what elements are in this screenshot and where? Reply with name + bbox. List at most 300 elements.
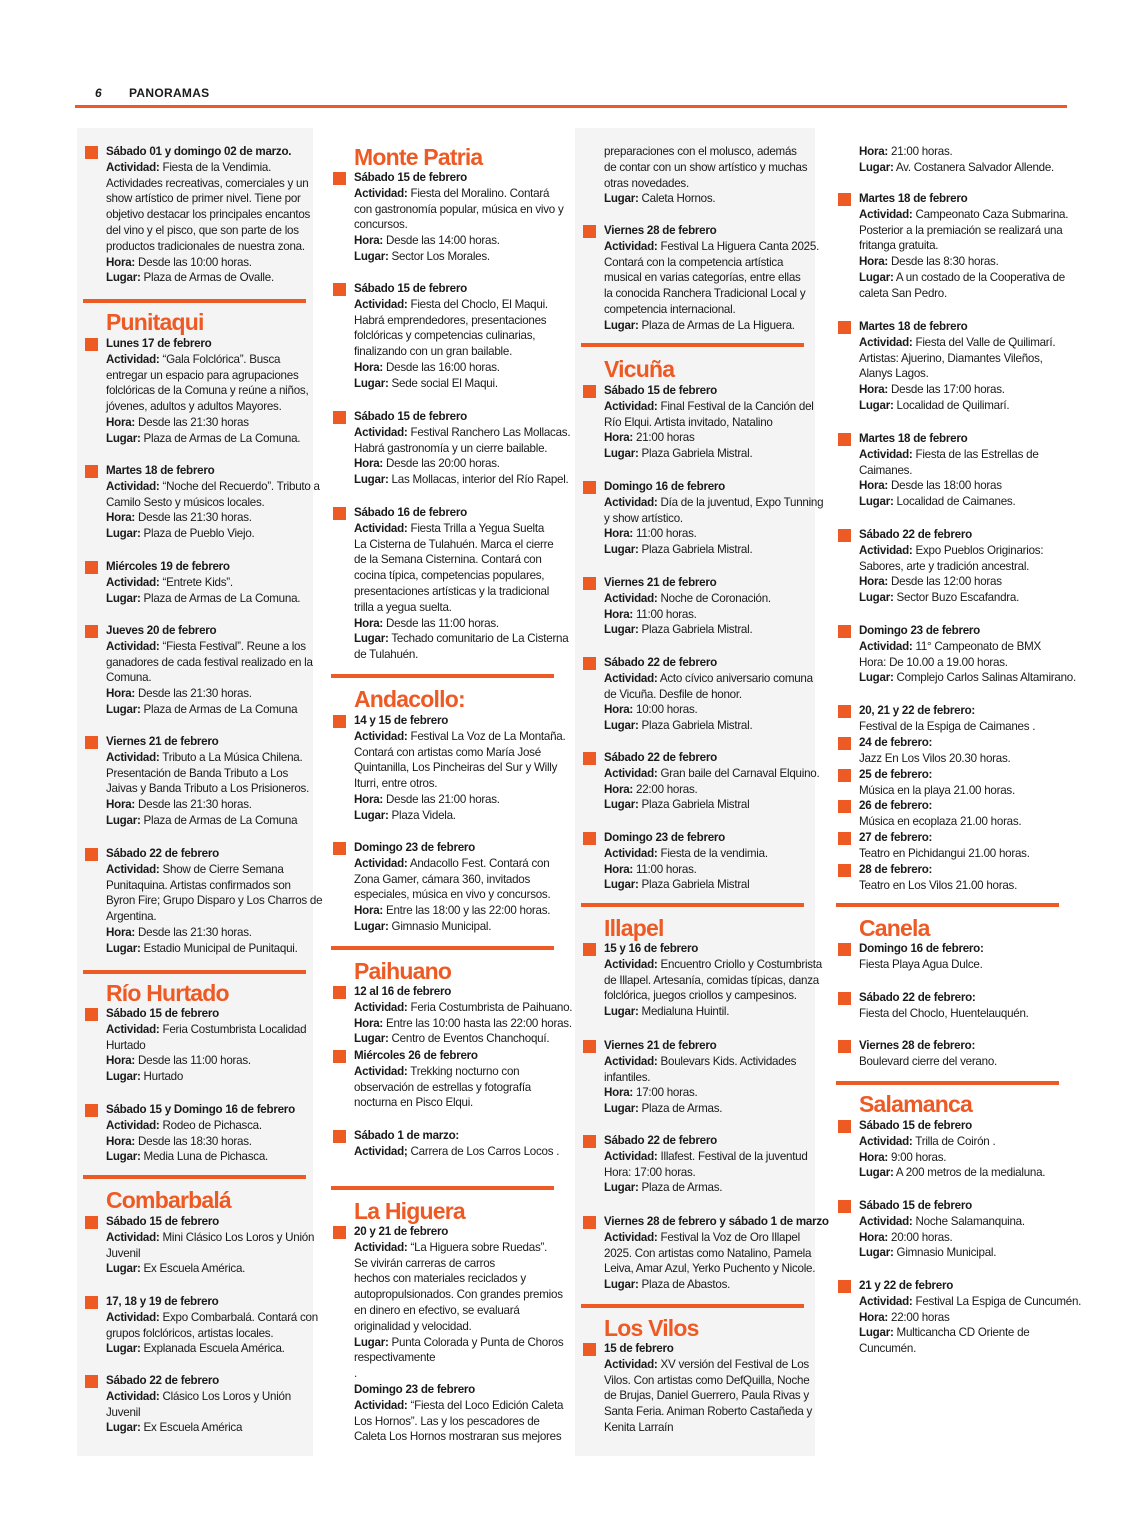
event-line <box>354 249 561 265</box>
event-label: Actividad: <box>604 1230 658 1244</box>
section-divider <box>83 1175 306 1179</box>
event-text: Contará con artistas como María José <box>354 745 541 759</box>
event-label: Actividad: <box>604 591 658 605</box>
event-text: Plaza de Armas de La Comuna. <box>140 591 301 605</box>
section-title: PANORAMAS <box>129 86 210 100</box>
event-label: Actividad: <box>859 207 913 221</box>
event-label: Lugar: <box>604 1102 639 1116</box>
event-label: Actividad: <box>106 1118 160 1132</box>
event-label: Viernes 21 de febrero <box>106 735 219 748</box>
event-label: Actividad: <box>106 1310 160 1324</box>
event-line <box>106 575 311 591</box>
event-label: Actividad: <box>354 1240 408 1254</box>
event-line <box>859 335 1068 351</box>
event-text: Habrá emprendedores, presentaciones <box>354 313 547 327</box>
event-label: Lugar: <box>859 398 894 412</box>
event-text: La Cisterna de Tulahuén. Marca el cierre <box>354 537 554 551</box>
bullet-square-icon <box>583 832 596 845</box>
event-line <box>604 1054 813 1070</box>
event-text: Desde las 21:30 horas <box>135 415 249 429</box>
event-line <box>354 631 569 647</box>
event-text: Trilla de Coirón . <box>912 1134 996 1148</box>
bullet-square-icon <box>583 577 596 590</box>
event-text: Camilo Sesto y músicos locales. <box>106 495 265 509</box>
event-entry <box>830 798 1070 830</box>
event-label: Actividad: <box>106 160 160 174</box>
bullet-square-icon <box>838 832 851 845</box>
event-text: infantiles. <box>604 1070 651 1084</box>
town-heading <box>325 1197 563 1225</box>
event-line <box>106 1246 311 1262</box>
event-entry <box>830 830 1070 862</box>
event-label: Lugar: <box>859 1246 894 1260</box>
event-label: 24 de febrero: <box>859 736 933 749</box>
event-entry <box>830 1278 1082 1357</box>
event-label: Lugar: <box>604 1181 639 1195</box>
event-line <box>354 600 561 616</box>
event-line <box>354 729 566 745</box>
event-line <box>354 776 561 792</box>
town-heading <box>77 979 313 1007</box>
event-text: Caleta Los Hornos mostraran sus mejores <box>354 1430 562 1444</box>
bullet-square-icon <box>333 986 346 999</box>
event-text: “La Higuera sobre Ruedas”. <box>407 1240 548 1254</box>
event-label: Lugar: <box>106 1342 141 1356</box>
event-label: Actividad: <box>859 1214 913 1228</box>
event-text: folclóricas y competencias culinarias, <box>354 329 536 343</box>
event-line <box>859 431 1068 447</box>
event-entry <box>830 735 1070 767</box>
event-label: Lugar: <box>354 808 389 822</box>
event-text: Multicancha CD Oriente de <box>893 1326 1030 1340</box>
event-entry <box>325 281 563 392</box>
event-label: Viernes 21 de febrero <box>604 576 717 589</box>
event-text: Zona Gamer, cámara 360, invitados <box>354 872 531 886</box>
event-label: Lugar: <box>859 591 894 605</box>
event-line <box>604 591 813 607</box>
bullet-square-icon <box>85 146 98 159</box>
event-entry <box>325 1224 563 1445</box>
event-text: Desde las 18:00 horas <box>888 479 1002 493</box>
bullet-square-icon <box>838 433 851 446</box>
event-line <box>859 623 1068 639</box>
event-line <box>354 521 561 537</box>
event-text: Desde las 10:00 horas. <box>135 255 252 269</box>
event-line <box>859 719 1068 735</box>
event-line <box>604 1246 813 1262</box>
event-text: Plaza Gabriela Mistral <box>638 878 750 892</box>
event-text: Medialuna Huintil. <box>638 1005 730 1019</box>
column-4 <box>830 128 1082 1456</box>
event-entry <box>325 1128 563 1160</box>
event-label: Hora: <box>106 415 136 429</box>
event-text: Clásico Los Loros y Unión <box>159 1389 291 1403</box>
event-text: “Noche del Recuerdo”. Tributo a <box>159 479 320 493</box>
event-line <box>106 255 311 271</box>
event-text: Sector Los Morales. <box>388 249 490 263</box>
event-entry <box>325 1048 563 1111</box>
event-text: . <box>354 1367 357 1381</box>
event-line <box>106 1053 311 1069</box>
event-label: Actividad: <box>106 1230 160 1244</box>
event-entry <box>325 505 569 663</box>
event-line <box>604 622 813 638</box>
event-text: A un costado de la Cooperativa de <box>893 270 1065 284</box>
event-line <box>859 1054 1068 1070</box>
event-text: Feria Costumbrista Localidad <box>159 1022 307 1036</box>
event-line <box>354 1429 561 1445</box>
event-line <box>354 568 561 584</box>
town-name: Illapel <box>604 915 664 941</box>
event-line <box>106 270 311 286</box>
event-line <box>859 1230 1068 1246</box>
bullet-square-icon <box>85 338 98 351</box>
bullet-square-icon <box>583 752 596 765</box>
event-line <box>354 217 561 233</box>
town-heading <box>575 1314 815 1342</box>
event-entry <box>830 623 1076 686</box>
event-line <box>859 398 1068 414</box>
bullet-square-icon <box>583 1040 596 1053</box>
event-label: Domingo 23 de febrero <box>354 1382 476 1396</box>
event-line <box>604 973 819 989</box>
event-label: Lugar: <box>106 271 141 285</box>
event-line <box>604 1341 813 1357</box>
event-text: Encuentro Criollo y Costumbrista <box>657 957 822 971</box>
event-text: de Tulahuén. <box>354 648 419 662</box>
event-line <box>354 281 561 297</box>
event-text: Sector Buzo Escafandra. <box>893 591 1020 605</box>
event-text: Desde las 21:30 horas. <box>135 925 252 939</box>
event-label: Sábado 15 de febrero <box>604 384 717 397</box>
event-label: Lugar: <box>354 919 389 933</box>
event-line <box>604 1388 813 1404</box>
event-text: Habrá gastronomía y un cierre bailable. <box>354 441 548 455</box>
event-label: Hora: <box>354 234 384 248</box>
event-line <box>859 1341 1068 1357</box>
event-text: Fiesta de las Estrellas de <box>912 447 1039 461</box>
event-line <box>354 1366 561 1382</box>
bullet-square-icon <box>333 411 346 424</box>
event-label: Domingo 23 de febrero <box>604 831 726 844</box>
event-line <box>354 1382 561 1398</box>
event-text: Desde las 8:30 horas. <box>888 255 999 269</box>
event-line <box>354 887 561 903</box>
event-line <box>106 813 311 829</box>
town-name: Monte Patria <box>354 144 483 170</box>
event-label: Hora: <box>859 479 889 493</box>
bullet-square-icon <box>838 864 851 877</box>
event-text: Cuncumén. <box>859 1342 917 1356</box>
event-text: Entre las 18:00 y las 22:00 horas. <box>383 904 551 918</box>
bullet-square-icon <box>85 848 98 861</box>
event-entry <box>575 1341 815 1436</box>
event-text: Plaza de Armas de La Comuna <box>140 813 298 827</box>
event-text: 11:00 horas. <box>633 862 697 876</box>
event-line <box>354 647 561 663</box>
event-label: Actividad: <box>859 1294 913 1308</box>
event-text: de Illapel. Artesanía, comidas típicas, danza <box>604 973 819 987</box>
event-label: Actividad: <box>354 1064 408 1078</box>
event-label: Sábado 15 de febrero <box>354 171 467 184</box>
event-line <box>604 702 813 718</box>
event-entry <box>830 862 1070 894</box>
event-line <box>604 1085 813 1101</box>
event-text: Desde las 14:00 horas. <box>383 234 500 248</box>
event-text: objetivo destacar los principales encantos <box>106 208 311 222</box>
event-text: “Fiesta del Loco Edición Caleta <box>407 1398 564 1412</box>
event-label: Lugar: <box>859 495 894 509</box>
event-line <box>604 270 813 286</box>
event-label: Domingo 23 de febrero <box>859 624 981 637</box>
bullet-square-icon <box>85 736 98 749</box>
bullet-square-icon <box>838 800 851 813</box>
event-line <box>106 1294 311 1310</box>
event-line <box>604 526 813 542</box>
event-line <box>604 160 813 176</box>
event-line <box>604 286 813 302</box>
bullet-square-icon <box>838 193 851 206</box>
event-label: Hora: <box>859 255 889 269</box>
event-text: Punitaquina. Artistas confirmados son <box>106 878 291 892</box>
event-line <box>859 590 1068 606</box>
event-text: Noche de Coronación. <box>657 591 771 605</box>
event-line <box>106 495 311 511</box>
event-line <box>859 783 1068 799</box>
event-text: Boulevars Kids. Actividades <box>657 1054 797 1068</box>
event-text: fritanga gratuita. <box>859 239 939 253</box>
event-entry <box>830 990 1070 1022</box>
event-line <box>106 1022 311 1038</box>
event-label: 14 y 15 de febrero <box>354 714 449 727</box>
event-line <box>859 270 1068 286</box>
event-text: Plaza Gabriela Mistral. <box>638 543 753 557</box>
town-heading <box>575 355 815 383</box>
event-line <box>604 1149 813 1165</box>
event-line <box>604 446 813 462</box>
event-line <box>354 186 561 202</box>
event-label: Lugar: <box>106 527 141 541</box>
event-text: Plaza Gabriela Mistral. <box>638 447 753 461</box>
event-label: Viernes 28 de febrero <box>604 224 717 237</box>
event-text: Artistas: Ajuerino, Diamantes Vileños, <box>859 351 1043 365</box>
event-label: Sábado 16 de febrero <box>354 506 467 519</box>
event-text: Santa Feria. Animan Roberto Castañeda y <box>604 1405 813 1419</box>
event-line <box>604 144 813 160</box>
bullet-square-icon <box>838 769 851 782</box>
event-line <box>604 862 813 878</box>
event-line <box>106 1118 311 1134</box>
bullet-square-icon <box>333 842 346 855</box>
event-text: Plaza de Armas de La Higuera. <box>638 318 795 332</box>
event-label: Actividad: <box>106 639 160 653</box>
event-line <box>604 671 813 687</box>
event-line <box>859 735 1068 751</box>
event-line <box>604 782 813 798</box>
event-text: 21:00 horas. <box>888 145 953 158</box>
town-heading <box>830 1090 1070 1118</box>
event-entry <box>77 559 313 606</box>
event-text: Festival La Higuera Canta 2025. <box>657 239 820 253</box>
event-text: Leiva, Amar Azul, Yerko Puchento y Nicole. <box>604 1262 816 1276</box>
event-label: Actividad: <box>106 352 160 366</box>
section-divider <box>836 903 1059 907</box>
event-line <box>106 750 311 766</box>
event-line <box>354 344 561 360</box>
event-label: Actividad: <box>354 297 408 311</box>
event-label: Actividad: <box>354 1000 408 1014</box>
event-line <box>354 297 561 313</box>
event-entry <box>325 409 571 488</box>
event-line <box>354 552 561 568</box>
event-line <box>106 1214 311 1230</box>
event-label: Lugar: <box>604 623 639 637</box>
event-line <box>106 207 311 223</box>
event-label: Lugar: <box>354 249 389 263</box>
event-text: preparaciones con el molusco, además <box>604 145 797 158</box>
event-line <box>604 302 813 318</box>
event-text: 11:00 horas. <box>633 607 697 621</box>
event-label: Lugar: <box>604 1005 639 1019</box>
event-text: Acto cívico aniversario comuna <box>657 671 813 685</box>
event-label: Hora: <box>106 798 136 812</box>
event-line <box>859 527 1068 543</box>
event-label: 27 de febrero: <box>859 831 933 844</box>
event-line <box>106 878 311 894</box>
event-line <box>604 1101 813 1117</box>
event-line <box>354 1048 561 1064</box>
town-heading <box>575 914 815 942</box>
event-text: Explanada Escuela América. <box>140 1342 285 1356</box>
event-text: Byron Fire; Grupo Disparo y Los Charros de <box>106 894 323 908</box>
event-line <box>106 431 311 447</box>
town-name: Vicuña <box>604 356 675 382</box>
event-label: Hora: <box>604 607 634 621</box>
event-line <box>604 687 813 703</box>
event-line <box>106 1420 311 1436</box>
event-text: observación de estrellas y fotografía <box>354 1080 531 1094</box>
event-line <box>354 872 561 888</box>
town-name: Río Hurtado <box>106 980 229 1006</box>
event-line <box>354 1350 561 1366</box>
bullet-square-icon <box>333 1050 346 1063</box>
town-name: Punitaqui <box>106 309 204 335</box>
event-line <box>354 313 561 329</box>
event-line <box>354 792 561 808</box>
event-entry <box>77 1214 313 1277</box>
event-text: “Entrete Kids”. <box>159 575 233 589</box>
event-line <box>859 494 1068 510</box>
event-line <box>604 941 813 957</box>
event-entry <box>575 830 815 893</box>
event-line <box>604 655 813 671</box>
event-line <box>859 878 1068 894</box>
event-label: Actividad: <box>354 425 408 439</box>
event-text: Show de Cierre Semana <box>159 862 284 876</box>
event-entry <box>575 383 815 462</box>
event-line <box>859 382 1068 398</box>
event-text: 11:00 horas. <box>633 527 697 541</box>
event-text: Rodeo de Pichasca. <box>159 1118 262 1132</box>
bullet-square-icon <box>838 1200 851 1213</box>
event-text: Festival Ranchero Las Mollacas. <box>407 425 571 439</box>
event-line <box>106 1149 311 1165</box>
event-label: Sábado 1 de marzo: <box>354 1129 460 1142</box>
event-entry <box>830 144 1070 176</box>
event-line <box>604 399 813 415</box>
event-line <box>354 409 561 425</box>
event-label: Actividad: <box>106 750 160 764</box>
event-line <box>106 702 311 718</box>
event-text: nocturna en Pisco Elqui. <box>354 1096 474 1110</box>
event-text: Ex Escuela América. <box>140 1262 246 1276</box>
event-label: Sábado 22 de febrero <box>106 847 219 860</box>
event-label: Sábado 15 de febrero <box>354 410 467 423</box>
event-text: Actividades recreativas, comerciales y un <box>106 176 309 190</box>
town-name: Andacollo: <box>354 686 465 712</box>
event-entry <box>575 750 820 813</box>
event-label: Actividad: <box>604 1357 658 1371</box>
event-text: Carrera de Los Carros Locos . <box>407 1144 560 1158</box>
event-line <box>106 893 323 909</box>
event-line <box>354 745 561 761</box>
column-2 <box>325 128 573 1456</box>
event-line <box>604 607 813 623</box>
event-text: Jaivas y Banda Tributo a Los Prisioneros. <box>106 782 310 796</box>
event-line <box>604 495 824 511</box>
event-line <box>106 191 311 207</box>
event-text: Jazz En Los Vilos 20.30 horas. <box>859 751 1011 765</box>
event-line <box>859 1118 1068 1134</box>
event-line <box>354 472 569 488</box>
event-text: Desde las 12:00 horas <box>888 575 1002 589</box>
event-text: Caimanes. <box>859 463 913 477</box>
event-line <box>859 751 1068 767</box>
event-label: Hora: <box>604 431 634 445</box>
event-line <box>859 957 1068 973</box>
event-text: Plaza de Abastos. <box>638 1278 731 1292</box>
event-entry <box>325 840 563 935</box>
event-line <box>106 797 311 813</box>
event-entry <box>830 1118 1070 1181</box>
event-text: Festival la Voz de Oro Illapel <box>657 1230 800 1244</box>
event-text: 10:00 horas. <box>633 703 698 717</box>
town-name: Canela <box>859 915 930 941</box>
event-line <box>604 797 813 813</box>
event-line <box>604 239 820 255</box>
event-label: Actividad: <box>604 671 658 685</box>
event-text: Localidad de Quilimarí. <box>893 398 1010 412</box>
event-line <box>106 655 311 671</box>
event-line <box>354 202 564 218</box>
event-text: 2025. Con artistas como Natalino, Pamela <box>604 1246 812 1260</box>
event-line <box>604 383 813 399</box>
event-label: Sábado 15 de febrero <box>106 1007 219 1020</box>
event-line <box>106 160 311 176</box>
event-text: especiales, música en vivo y concursos. <box>354 888 551 902</box>
event-line <box>354 1240 561 1256</box>
event-text: Comuna. <box>106 671 152 685</box>
bullet-square-icon <box>85 561 98 574</box>
event-label: Lugar: <box>604 878 639 892</box>
event-label: Hora: <box>106 925 136 939</box>
event-label: Actividad: <box>604 957 658 971</box>
event-label: 25 de febrero: <box>859 768 933 781</box>
event-text: Festival La Voz de La Montaña. <box>407 729 566 743</box>
event-line <box>106 1405 311 1421</box>
event-text: jóvenes, adultos y adultos Mayores. <box>106 400 282 414</box>
event-text: Juvenil <box>106 1405 141 1419</box>
